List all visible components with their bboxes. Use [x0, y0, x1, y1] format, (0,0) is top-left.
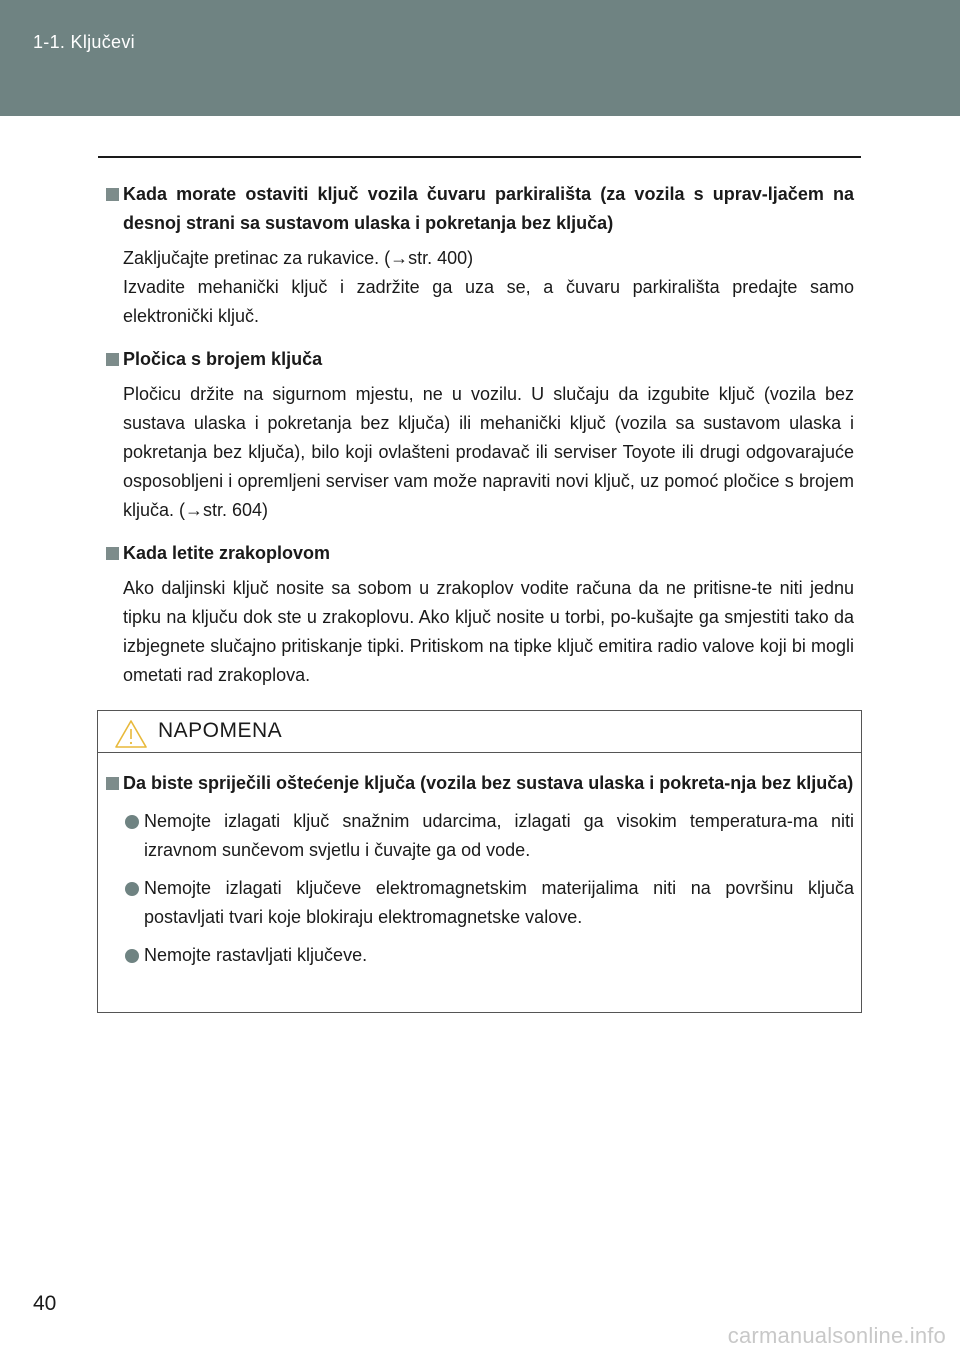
- section-heading: [106, 345, 854, 374]
- section-body: [106, 380, 854, 525]
- notice-bullet: [106, 807, 854, 865]
- section-heading: [106, 180, 854, 238]
- notice-bullet-text: Nemojte izlagati ključ snažnim udarcima, izlagati ga visokim temperatura-ma niti izravnom sunčevom svjetlu i čuvajte ga od vode.: [144, 811, 854, 860]
- section-body: [106, 244, 854, 331]
- notice-body: [106, 769, 854, 970]
- square-bullet-icon: [106, 547, 119, 560]
- square-bullet-icon: [106, 188, 119, 201]
- watermark: carmanualsonline.info: [727, 1323, 946, 1348]
- square-bullet-icon: [106, 777, 119, 790]
- section-key-number-plate: [106, 345, 854, 525]
- section-heading-text: Kada letite zrakoplovom: [123, 543, 331, 563]
- notice-bullet: [106, 941, 854, 970]
- paragraph: Ako daljinski ključ nosite sa sobom u zrakoplov vodite računa da ne pritisne-te niti jednu tipku na ključu dok ste u zrakoplovu. Ako ključ nosite u torbi, po-kušajte ga smjestiti tako da izbjegnete slučajno pritiskanje tipki. Pritiskom na tipke ključ emitira radio valove koji bi mogli ometati rad zrakoplova.: [123, 578, 854, 685]
- section-heading-text: Kada morate ostaviti ključ vozila čuvaru parkirališta (za vozila s uprav-ljačem na desnoj strani sa sustavom ulaska i pokretanja bez ključa): [123, 184, 854, 233]
- page-number: 40: [33, 1292, 57, 1315]
- paragraph: Zaključajte pretinac za rukavice. (→str. 400): [123, 248, 474, 268]
- notice-bullet-text: Nemojte izlagati ključeve elektromagnetskim materijalima niti na površinu ključa postavljati tvari koje blokiraju elektromagnetske valove.: [144, 878, 854, 927]
- section-valet: [106, 180, 854, 331]
- section-body: [106, 574, 854, 690]
- notice-heading: [106, 769, 854, 798]
- square-bullet-icon: [106, 353, 119, 366]
- main-content: [106, 180, 854, 704]
- section-airplane: [106, 539, 854, 690]
- notice-header: [98, 711, 861, 753]
- section-heading: [106, 539, 854, 568]
- notice-title: NAPOMENA: [158, 719, 283, 742]
- round-bullet-icon: [125, 815, 139, 829]
- section-heading-text: Pločica s brojem ključa: [123, 349, 323, 369]
- notice-heading-text: Da biste spriječili oštećenje ključa (vozila bez sustava ulaska i pokreta-nja bez ključa): [123, 773, 854, 793]
- top-rule: [98, 156, 861, 158]
- page-header: [0, 0, 960, 116]
- round-bullet-icon: [125, 949, 139, 963]
- paragraph: Izvadite mehanički ključ i zadržite ga uza se, a čuvaru parkirališta predajte samo elektronički ključ.: [123, 277, 854, 326]
- notice-bullet: [106, 874, 854, 932]
- notice-bullet-text: Nemojte rastavljati ključeve.: [144, 945, 368, 965]
- notice-box: [97, 710, 862, 1013]
- round-bullet-icon: [125, 882, 139, 896]
- paragraph: Pločicu držite na sigurnom mjestu, ne u vozilu. U slučaju da izgubite ključ (vozila bez sustava ulaska i pokretanja bez ključa) ili mehanički ključ (vozila sa sustavom ulaska i pokretanja bez ključa), bilo koji ovlašteni prodavač ili serviser Toyote ili drugi odgovarajuće osposobljeni i opremljeni serviser vam može napraviti novi ključ, uz pomoć pločice s brojem ključa. (→str. 604): [123, 384, 854, 520]
- chapter-title: 1-1. Ključevi: [33, 32, 135, 52]
- warning-triangle-icon: [115, 720, 147, 748]
